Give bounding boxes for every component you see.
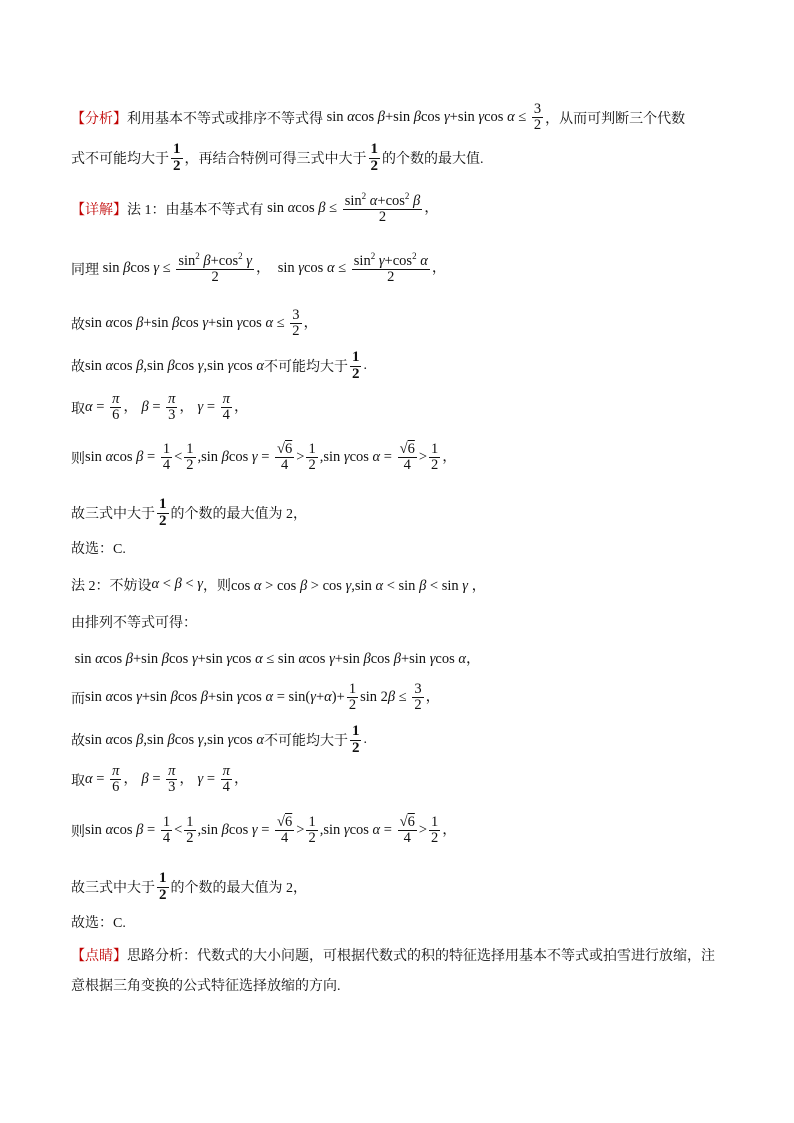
method2-line-5: 故 sin αcos β,sin βcos γ,sin γcos α 不可能均大于 $\frac{1}{2}$ . [71,723,367,756]
note-text: 意根据三角变换的公式特征选择放缩的方向. [71,979,341,994]
formula: sin αcos β = $\frac{1}{4}$ < $\frac{1}{2}$ ,sin βcos γ = $\frac{√6}{4}$ > $\frac{1}{2}$ ,sin γcos α = $\frac{√6}{4}$ > $\frac{1}{2}$ ， [85,441,457,474]
detail-text: 同理 [71,262,99,278]
detail-text: 故 [71,360,85,376]
method2-text: 的个数的最大值为 2， [170,881,307,897]
formula: sin αcos β,sin βcos γ,sin γcos α [85,357,264,374]
fraction: $\frac{1}{2}$ [351,723,360,756]
note-label: 【点睛】 [71,949,127,964]
method2-line-3 [71,647,481,668]
analysis-text: 式不可能均大于 [71,152,169,168]
fraction: $\frac{1}{2}$ [159,870,167,903]
method2-line-7 [71,815,457,846]
detail-line-6 [71,442,457,473]
formula: cos α > cos β > cos γ,sin α < sin β < sin γ ， [230,578,487,594]
detail-line-7 [71,497,307,530]
analysis-text: 的个数的最大值. [382,152,484,168]
detail-text: 故选：C. [71,542,126,557]
method2-text: 取 [71,773,85,789]
fraction: $\frac{1}{2}$ [351,349,360,382]
formula: sin βcos γ ≤ $\frac{\sin^2 \beta+\cos^2 \gamma}{2}$ ， sin γcos α ≤ $\frac{\sin^2 \gamma+\cos^2 \alpha}{2}$ ， [99,251,447,286]
detail-text: 故 [71,317,85,333]
method2-text: 而 [71,691,85,707]
formula: sin αcos β = $\frac{1}{4}$ < $\frac{1}{2}$ ,sin βcos γ = $\frac{√6}{4}$ > $\frac{1}{2}$ ,sin γcos α = $\frac{√6}{4}$ > $\frac{1}{2}$ ， [85,814,457,847]
detail-line-8 [71,538,126,558]
method2-text: 不可能均大于 [263,734,348,750]
analysis-text: ，从而可判断三个代数 [545,111,686,127]
method2-text: 由排列不等式可得： [71,616,197,631]
formula: sin αcos β+sin βcos γ+sin γcos α ≤ $\frac{3}{2}$ ， [85,307,319,340]
detail-line-2 [71,252,446,285]
detail-text: 故三式中大于 [71,507,155,523]
analysis-label: 【分析】 [71,111,127,127]
fraction: $\frac{1}{2}$ [159,496,167,529]
method2-text: ，则 [202,578,231,594]
formula: sin αcos β+sin βcos γ+sin γcos α ≤ $\frac{3}{2}$ [323,101,542,134]
formula: sin αcos β,sin βcos γ,sin γcos α [85,731,264,748]
note-line-1 [71,945,715,965]
detail-label: 【详解】 [71,202,127,218]
method2-line-4 [71,682,440,713]
method2-text: 法 2：不妨设 [71,578,152,594]
detail-text: 不可能均大于 [263,360,348,376]
method2-line-1 [71,574,486,595]
detail-line-3 [71,308,318,339]
analysis-line-1 [71,102,685,133]
formula: α = $\frac{\pi}{6}$ ， β = $\frac{\pi}{3}$ ， γ = $\frac{\pi}{4}$ ， [85,391,249,424]
formula: α < β < γ [151,576,203,592]
note-text: 思路分析：代数式的大小问题，可根据代数式的积的特征选择用基本不等式或拍雪进行放缩，注 [127,949,715,964]
method2-text: 故三式中大于 [71,881,155,897]
analysis-text: 利用基本不等式或排序不等式得 [127,111,323,127]
method2-line-6 [71,764,248,795]
analysis-line-2 [71,142,484,175]
formula: sin αcos γ+sin βcos β+sin γcos α = sin(γ+α)+ $\frac{1}{2}$ sin 2β ≤ $\frac{3}{2}$ ， [85,681,441,714]
method2-text: 故 [71,734,85,750]
detail-text: 的个数的最大值为 2， [170,507,307,523]
detail-text: 则 [71,451,85,467]
fraction: $\frac{1}{2}$ [173,141,181,174]
formula: sin αcos β ≤ $\frac{\sin^2 \alpha+\cos^2 \beta}{2}$ ， [263,191,439,226]
detail-line-1 [71,192,439,225]
detail-line-5 [71,392,248,423]
method2-text: 则 [71,824,85,840]
detail-line-4: 故 sin αcos β,sin βcos γ,sin γcos α 不可能均大于 $\frac{1}{2}$ . [71,349,367,382]
method2-line-2 [71,612,197,632]
fraction: $\frac{1}{2}$ [370,141,378,174]
analysis-text: ，再结合特例可得三式中大于 [184,152,367,168]
note-line-2 [71,975,341,995]
method2-text: 故选：C. [71,916,126,931]
method2-line-8 [71,871,307,904]
detail-text: 法 1：由基本不等式有 [127,202,264,218]
detail-text: 取 [71,401,85,417]
formula: sin αcos β+sin βcos γ+sin γcos α ≤ sin αcos γ+sin βcos β+sin γcos α， [71,651,481,667]
formula: α = $\frac{\pi}{6}$ ， β = $\frac{\pi}{3}$ ， γ = $\frac{\pi}{4}$ ， [85,763,249,796]
method2-line-9 [71,912,126,932]
